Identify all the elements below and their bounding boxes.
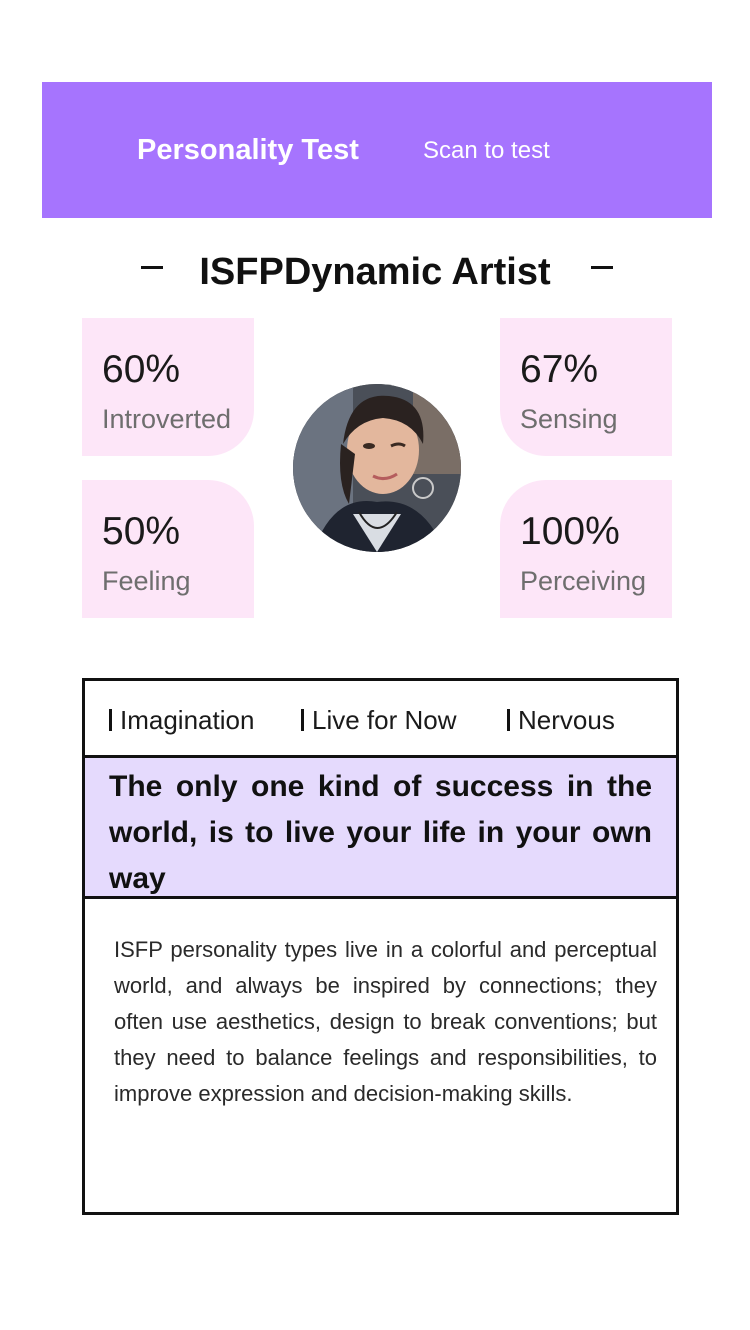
tag-imagination: Imagination [120,705,255,735]
trait-card-perceiving [500,480,672,618]
trait-percent: 100% [520,510,620,553]
trait-percent: 50% [102,510,181,553]
description-text: ISFP personality types live in a colorful and perceptual world, and always be inspired by connections; they often use aesthetics, design to break conventions; but they need to balance feelings and responsibilities, to improve expression and decision-making skills. [114,937,657,1106]
scan-to-test-link[interactable]: Scan to test [423,137,550,164]
trait-percent: 67% [520,348,599,391]
tag-row [85,681,676,756]
trait-label: Feeling [102,566,191,596]
tag-nervous: Nervous [518,705,615,735]
result-title: ISFPDynamic Artist [199,251,551,293]
header-banner [42,82,712,218]
personality-card [82,678,679,1215]
tag-marker [109,709,112,731]
result-title-row [0,246,750,298]
quote-box [82,755,679,899]
title-dash-right [591,266,613,269]
tag-live-for-now: Live for Now [312,705,457,735]
trait-card-introverted [82,318,254,456]
trait-label: Introverted [102,404,232,434]
trait-percent: 60% [102,348,181,391]
user-avatar [293,384,461,552]
tag-marker [301,709,304,731]
tag-marker [507,709,510,731]
trait-label: Perceiving [520,566,647,596]
quote-text: The only one kind of success in the world, is to live your life in your own way [109,770,652,895]
trait-card-feeling [82,480,254,618]
banner-title: Personality Test [137,134,359,166]
avatar-photo-icon [293,384,461,552]
trait-label: Sensing [520,404,618,434]
trait-card-sensing [500,318,672,456]
